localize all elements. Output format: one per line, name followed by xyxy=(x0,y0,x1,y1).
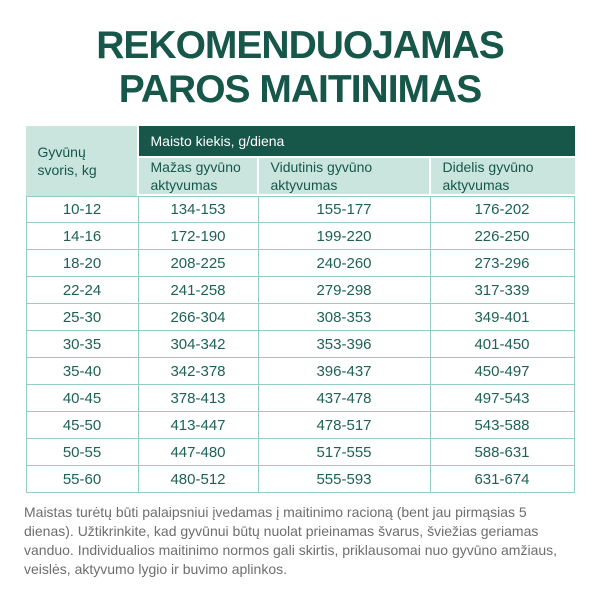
footnote: Maistas turėtų būti palaipsniui įvedamas į maitinimo racioną (bent jau pirmąsias 5 dienas). Užtikrinkite, kad gyvūnui būtų nuolat prieinamas švarus, šviežias geriamas vanduo. Individualios maitinimo normos gali skirtis, priklausomai nuo gyvūno amžiaus, veislės, aktyvumo lygio ir buvimo aplinkos. xyxy=(24,504,558,577)
value-cell-high: 401-450 xyxy=(431,331,575,358)
value-cell-high: 450-497 xyxy=(431,358,575,385)
value-cell-high: 273-296 xyxy=(431,250,575,277)
table-row xyxy=(26,385,575,412)
table-row xyxy=(26,331,575,358)
weight-cell: 18-20 xyxy=(26,250,139,277)
value-cell-high: 588-631 xyxy=(431,439,575,466)
value-cell-medium: 478-517 xyxy=(259,412,431,439)
value-cell-high: 543-588 xyxy=(431,412,575,439)
value-cell-low: 241-258 xyxy=(139,277,259,304)
value-cell-medium: 555-593 xyxy=(259,466,431,493)
food-amount-group-header: Maisto kiekis, g/diena xyxy=(139,126,575,158)
value-cell-low: 447-480 xyxy=(139,439,259,466)
value-cell-low: 208-225 xyxy=(139,250,259,277)
table-row xyxy=(26,196,575,223)
value-cell-medium: 199-220 xyxy=(259,223,431,250)
value-cell-medium: 308-353 xyxy=(259,304,431,331)
value-cell-low: 304-342 xyxy=(139,331,259,358)
value-cell-medium: 353-396 xyxy=(259,331,431,358)
value-cell-high: 226-250 xyxy=(431,223,575,250)
table-row xyxy=(26,223,575,250)
weight-cell: 14-16 xyxy=(26,223,139,250)
value-cell-low: 134-153 xyxy=(139,196,259,223)
value-cell-high: 497-543 xyxy=(431,385,575,412)
activity-medium-header: Vidutinis gyvūno aktyvumas xyxy=(259,158,431,196)
page-title xyxy=(20,24,580,112)
weight-cell: 25-30 xyxy=(26,304,139,331)
value-cell-medium: 279-298 xyxy=(259,277,431,304)
weight-cell: 45-50 xyxy=(26,412,139,439)
weight-cell: 10-12 xyxy=(26,196,139,223)
value-cell-low: 172-190 xyxy=(139,223,259,250)
value-cell-low: 480-512 xyxy=(139,466,259,493)
activity-high-header: Didelis gyvūno aktyvumas xyxy=(431,158,575,196)
table-row xyxy=(26,412,575,439)
value-cell-low: 413-447 xyxy=(139,412,259,439)
value-cell-high: 349-401 xyxy=(431,304,575,331)
table-row xyxy=(26,439,575,466)
weight-cell: 35-40 xyxy=(26,358,139,385)
feeding-table xyxy=(26,126,575,493)
value-cell-low: 266-304 xyxy=(139,304,259,331)
value-cell-low: 378-413 xyxy=(139,385,259,412)
activity-low-header: Mažas gyvūno aktyvumas xyxy=(139,158,259,196)
table-row xyxy=(26,358,575,385)
value-cell-medium: 517-555 xyxy=(259,439,431,466)
header-row-group xyxy=(26,126,575,158)
value-cell-low: 342-378 xyxy=(139,358,259,385)
value-cell-medium: 240-260 xyxy=(259,250,431,277)
weight-cell: 40-45 xyxy=(26,385,139,412)
title-line-1: REKOMENDUOJAMAS xyxy=(96,24,504,67)
value-cell-high: 176-202 xyxy=(431,196,575,223)
value-cell-medium: 396-437 xyxy=(259,358,431,385)
weight-cell: 55-60 xyxy=(26,466,139,493)
weight-cell: 50-55 xyxy=(26,439,139,466)
title-line-2: PAROS MAITINIMAS xyxy=(118,68,482,111)
value-cell-medium: 155-177 xyxy=(259,196,431,223)
table-row xyxy=(26,250,575,277)
table-row xyxy=(26,466,575,493)
table-row xyxy=(26,304,575,331)
value-cell-medium: 437-478 xyxy=(259,385,431,412)
value-cell-high: 631-674 xyxy=(431,466,575,493)
weight-cell: 30-35 xyxy=(26,331,139,358)
table-row xyxy=(26,277,575,304)
weight-header-cell: Gyvūnų svoris, kg xyxy=(26,126,139,196)
weight-cell: 22-24 xyxy=(26,277,139,304)
value-cell-high: 317-339 xyxy=(431,277,575,304)
